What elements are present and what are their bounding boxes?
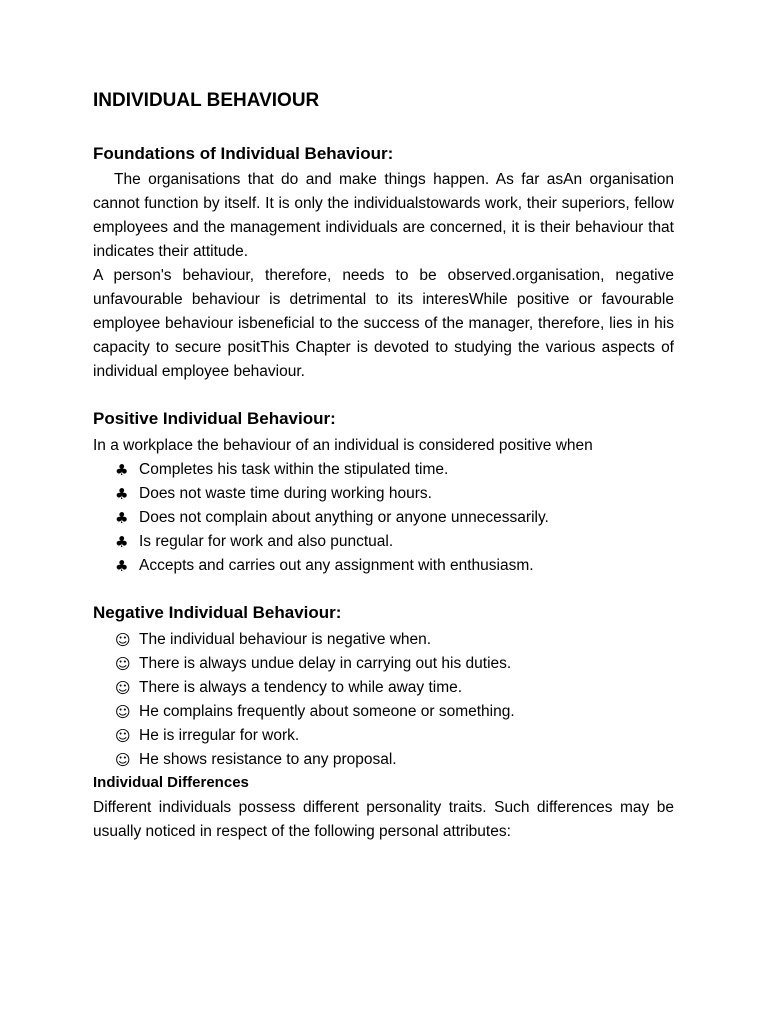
list-item <box>115 628 515 652</box>
list-item-text: Does not complain about anything or anyone unnecessarily. <box>139 509 549 526</box>
club-bullet-icon: ♣ <box>115 533 129 551</box>
foundations-paragraph-1: The organisations that do and make things happen. As far asAn organisation cannot function by itself. It is only the individualstowards work, their superiors, fellow employees and the management individuals are concerned, it is their behaviour that indicates their attitude. <box>93 171 674 260</box>
list-item-text: He shows resistance to any proposal. <box>139 751 397 768</box>
smiley-bullet-icon: ☺ <box>115 727 131 745</box>
list-item-text: The individual behaviour is negative when. <box>139 631 432 648</box>
foundations-heading: Foundations of Individual Behaviour: <box>93 144 394 163</box>
negative-list <box>115 628 515 772</box>
list-item-text: He is irregular for work. <box>139 727 300 744</box>
list-item <box>115 554 549 578</box>
foundations-paragraph-2: A person's behaviour, therefore, needs to be observed.organisation, negative unfavourable behaviour is detrimental to its interesWhile positive or favourable employee behaviour isbeneficial to the success of the manager, therefore, lies in his capacity to secure positThis Chapter is devoted to studying the various aspects of individual employee behaviour. <box>93 267 674 380</box>
smiley-bullet-icon: ☺ <box>115 751 131 769</box>
smiley-bullet-icon: ☺ <box>115 655 131 673</box>
list-item <box>115 676 515 700</box>
list-item <box>115 748 515 772</box>
list-item-text: There is always a tendency to while away time. <box>139 679 463 696</box>
club-bullet-icon: ♣ <box>115 461 129 479</box>
club-bullet-icon: ♣ <box>115 509 129 527</box>
club-bullet-icon: ♣ <box>115 557 129 575</box>
list-item <box>115 482 549 506</box>
differences-paragraph: Different individuals possess different personality traits. Such differences may be usually noticed in respect of the following personal attributes: <box>93 799 674 840</box>
positive-intro: In a workplace the behaviour of an individual is considered positive when <box>93 437 593 454</box>
list-item-text: Accepts and carries out any assignment with enthusiasm. <box>139 557 534 574</box>
list-item <box>115 458 549 482</box>
smiley-bullet-icon: ☺ <box>115 679 131 697</box>
list-item-text: Completes his task within the stipulated time. <box>139 461 449 478</box>
list-item <box>115 530 549 554</box>
smiley-bullet-icon: ☺ <box>115 703 131 721</box>
list-item-text: Does not waste time during working hours. <box>139 485 432 502</box>
positive-list <box>115 458 549 578</box>
document-title: INDIVIDUAL BEHAVIOUR <box>93 90 320 111</box>
list-item <box>115 700 515 724</box>
list-item <box>115 724 515 748</box>
club-bullet-icon: ♣ <box>115 485 129 503</box>
list-item <box>115 652 515 676</box>
list-item-text: Is regular for work and also punctual. <box>139 533 394 550</box>
smiley-bullet-icon: ☺ <box>115 631 131 649</box>
negative-heading: Negative Individual Behaviour: <box>93 603 342 622</box>
list-item-text: There is always undue delay in carrying out his duties. <box>139 655 512 672</box>
differences-heading: Individual Differences <box>93 774 249 791</box>
list-item <box>115 506 549 530</box>
list-item-text: He complains frequently about someone or something. <box>139 703 515 720</box>
positive-heading: Positive Individual Behaviour: <box>93 409 336 428</box>
